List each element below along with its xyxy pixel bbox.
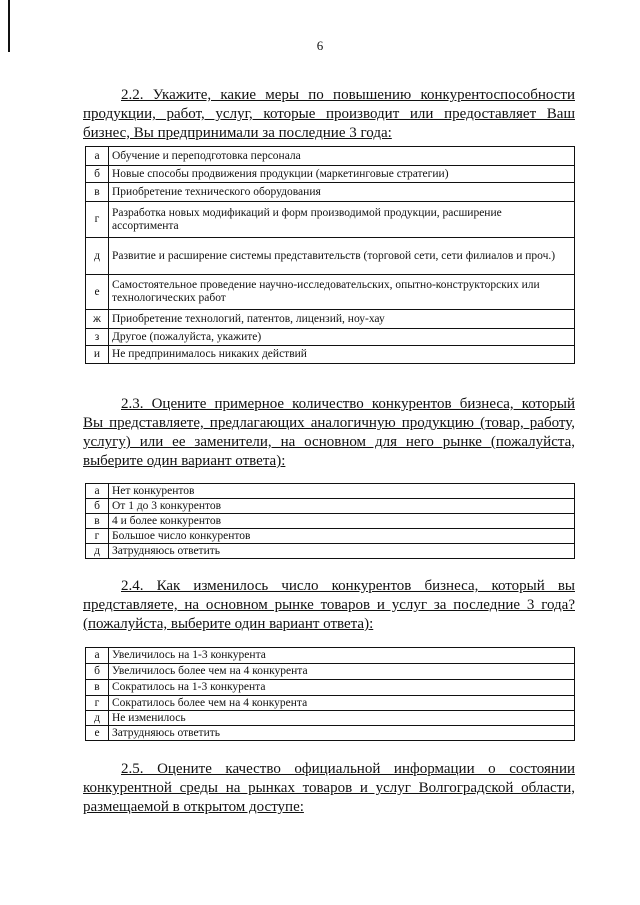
question-2-4 <box>83 577 575 634</box>
table-row <box>86 147 575 166</box>
question-line: бизнес, Вы предпринимали за последние 3 года: <box>83 125 392 141</box>
table-row <box>86 499 575 514</box>
option-letter: в <box>86 680 109 696</box>
options-table-2-4 <box>85 647 575 741</box>
table-row <box>86 514 575 529</box>
table-row <box>86 529 575 544</box>
table-row <box>86 166 575 183</box>
options-table-2-3 <box>85 483 575 559</box>
option-text: Затрудняюсь ответить <box>109 726 575 741</box>
option-letter: г <box>86 529 109 544</box>
option-letter: з <box>86 329 109 346</box>
option-text: Разработка новых модификаций и форм производимой продукции, расширение ассортимента <box>109 202 575 238</box>
table-row <box>86 346 575 364</box>
question-line: 2.5. Оцените качество официальной информации о состоянии <box>121 761 575 777</box>
option-letter: г <box>86 202 109 238</box>
option-letter: а <box>86 648 109 664</box>
option-text: Приобретение технического оборудования <box>109 183 575 202</box>
question-line: 2.2. Укажите, какие меры по повышению конкурентоспособности <box>121 87 575 103</box>
option-text: От 1 до 3 конкурентов <box>109 499 575 514</box>
table-row <box>86 664 575 680</box>
table-row <box>86 711 575 726</box>
option-text: Развитие и расширение системы представительств (торговой сети, сети филиалов и проч.) <box>109 238 575 275</box>
question-line: размещаемой в открытом доступе: <box>83 799 304 815</box>
question-line: Вы представляете, предлагающих аналогичную продукцию (товар, работу, <box>83 415 575 431</box>
option-text: Большое число конкурентов <box>109 529 575 544</box>
option-text: Сократилось на 1-3 конкурента <box>109 680 575 696</box>
option-letter: а <box>86 484 109 499</box>
question-2-5 <box>83 760 575 817</box>
question-line: 2.4. Как изменилось число конкурентов бизнеса, который вы <box>121 578 575 594</box>
option-letter: в <box>86 183 109 202</box>
option-letter: г <box>86 696 109 711</box>
option-letter: д <box>86 238 109 275</box>
option-letter: б <box>86 499 109 514</box>
option-letter: е <box>86 726 109 741</box>
option-letter: б <box>86 664 109 680</box>
option-letter: а <box>86 147 109 166</box>
table-row <box>86 183 575 202</box>
option-text: Затрудняюсь ответить <box>109 544 575 559</box>
option-text: Обучение и переподготовка персонала <box>109 147 575 166</box>
option-text: Увеличилось на 1-3 конкурента <box>109 648 575 664</box>
table-row <box>86 238 575 275</box>
question-line: (пожалуйста, выберите один вариант ответа): <box>83 616 374 632</box>
option-letter: ж <box>86 310 109 329</box>
table-row <box>86 696 575 711</box>
option-text: Увеличилось более чем на 4 конкурента <box>109 664 575 680</box>
table-row <box>86 329 575 346</box>
table-row <box>86 544 575 559</box>
question-line: 2.3. Оцените примерное количество конкурентов бизнеса, который <box>121 396 575 412</box>
page-number: 6 <box>316 38 324 53</box>
option-text: Приобретение технологий, патентов, лицензий, ноу-хау <box>109 310 575 329</box>
option-text: Другое (пожалуйста, укажите) <box>109 329 575 346</box>
question-2-2 <box>83 86 575 143</box>
option-text: Не предпринималось никаких действий <box>109 346 575 364</box>
option-letter: в <box>86 514 109 529</box>
option-text: 4 и более конкурентов <box>109 514 575 529</box>
question-line: продукции, работ, услуг, которые производит или предоставляет Ваш <box>83 106 575 122</box>
option-letter: е <box>86 275 109 310</box>
table-row <box>86 202 575 238</box>
question-2-3 <box>83 395 575 471</box>
option-letter: и <box>86 346 109 364</box>
table-row <box>86 275 575 310</box>
question-line: представляете, на основном рынке товаров и услуг за последние 3 года? <box>83 597 575 613</box>
table-row <box>86 310 575 329</box>
option-letter: б <box>86 166 109 183</box>
table-row <box>86 680 575 696</box>
options-table-2-2 <box>85 146 575 364</box>
option-text: Нет конкурентов <box>109 484 575 499</box>
option-text: Самостоятельное проведение научно-исследовательских, опытно-конструкторских или технологических работ <box>109 275 575 310</box>
table-row <box>86 484 575 499</box>
option-text: Сократилось более чем на 4 конкурента <box>109 696 575 711</box>
table-row <box>86 648 575 664</box>
option-letter: д <box>86 544 109 559</box>
question-line: услугу) или ее заменители, на основном для него рынке (пожалуйста, <box>83 434 575 450</box>
option-letter: д <box>86 711 109 726</box>
option-text: Не изменилось <box>109 711 575 726</box>
table-row <box>86 726 575 741</box>
question-line: выберите один вариант ответа): <box>83 453 286 469</box>
option-text: Новые способы продвижения продукции (маркетинговые стратегии) <box>109 166 575 183</box>
question-line: конкурентной среды на рынках товаров и услуг Волгоградской области, <box>83 780 575 796</box>
